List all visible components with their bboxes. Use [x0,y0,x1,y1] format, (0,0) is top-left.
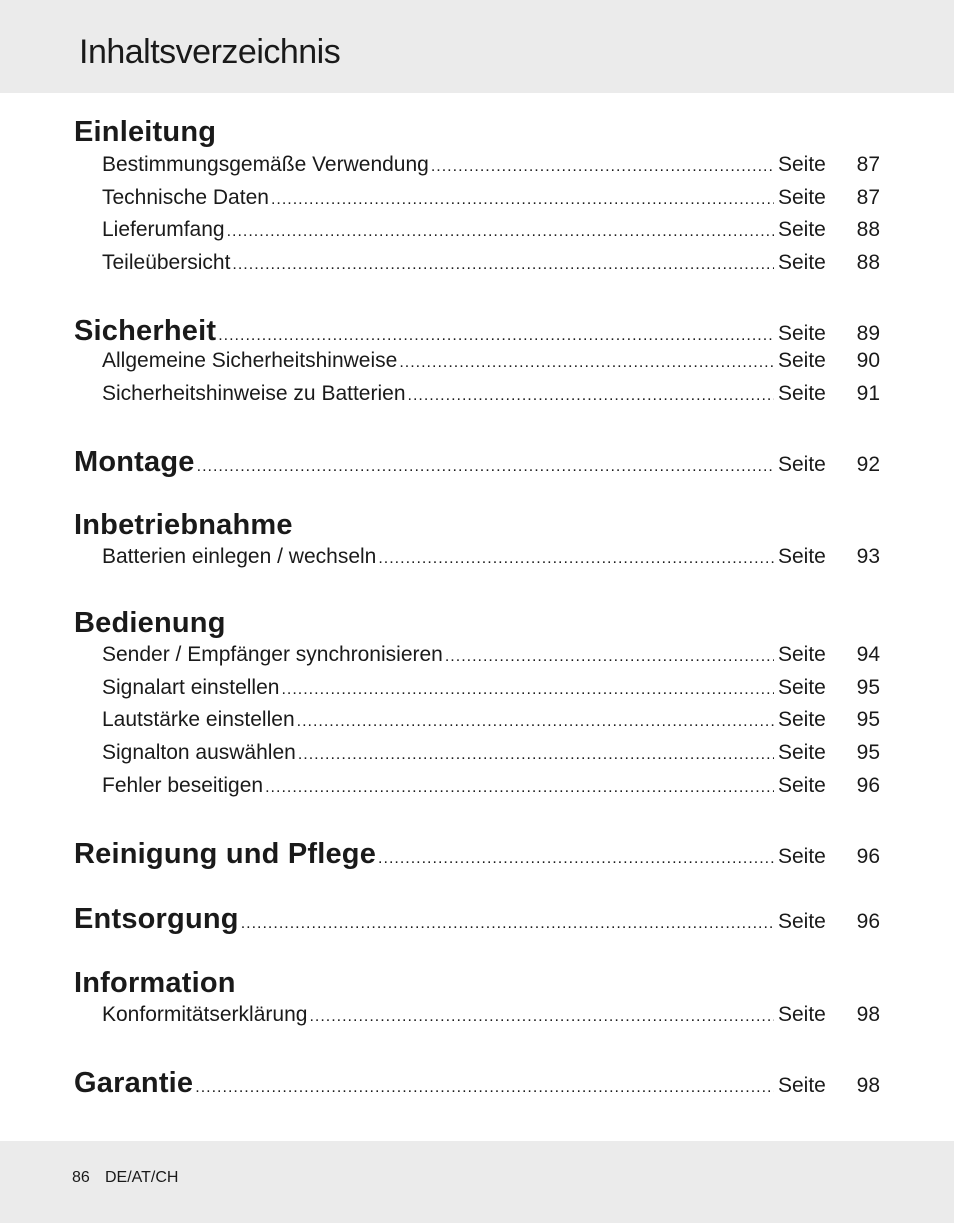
dot-leader [227,223,774,241]
entry-label: Fehler beseitigen [102,774,264,797]
dot-leader [297,713,774,731]
dot-leader [309,1008,774,1026]
seite-label: Seite [778,774,826,797]
seite-label: Seite [778,845,826,868]
toc-entry [102,676,880,710]
toc-section [74,607,880,641]
entry-label: Lieferumfang [102,218,225,241]
dot-leader [378,550,774,568]
entry-label: Sicherheitshinweise zu Batterien [102,382,406,405]
footer-page-number: 86 [72,1169,90,1186]
toc-section [74,967,880,1001]
page-footer [0,1141,954,1223]
page-number: 92 [856,453,880,476]
toc-section [74,315,880,349]
seite-label: Seite [778,153,826,176]
seite-label: Seite [778,186,826,209]
footer-region: DE/AT/CH [105,1169,179,1186]
toc-entry [102,153,880,187]
page-number: 94 [856,643,880,666]
section-heading: Entsorgung [74,903,239,935]
seite-label: Seite [778,741,826,764]
dot-leader [271,191,774,209]
section-heading: Reinigung und Pflege [74,838,377,870]
page-number: 87 [856,186,880,209]
page-header [0,0,954,93]
page-number: 88 [856,251,880,274]
page-title: Inhaltsverzeichnis [79,33,341,71]
toc-section [74,903,880,937]
seite-label: Seite [778,676,826,699]
toc-section [74,446,880,480]
dot-leader [241,915,774,933]
seite-label: Seite [778,322,826,345]
seite-label: Seite [778,382,826,405]
seite-label: Seite [778,349,826,372]
dot-leader [445,648,774,666]
page-number: 96 [856,774,880,797]
toc-entry [102,545,880,579]
toc-entry [102,251,880,285]
seite-label: Seite [778,251,826,274]
dot-leader [195,1079,774,1097]
toc-section [74,509,880,543]
page-number: 96 [856,845,880,868]
page-number: 98 [856,1074,880,1097]
entry-label: Allgemeine Sicherheitshinweise [102,349,398,372]
toc-entry [102,741,880,775]
section-heading: Garantie [74,1067,194,1099]
seite-label: Seite [778,218,826,241]
entry-label: Teileübersicht [102,251,231,274]
entry-label: Sender / Empfänger synchronisieren [102,643,443,666]
toc-entry [102,349,880,383]
seite-label: Seite [778,643,826,666]
page-number: 89 [856,322,880,345]
entry-label: Signalart einstellen [102,676,280,699]
page-number: 87 [856,153,880,176]
seite-label: Seite [778,910,826,933]
dot-leader [298,746,774,764]
toc-section [74,838,880,872]
page-number: 95 [856,676,880,699]
entry-label: Technische Daten [102,186,269,209]
page-number: 95 [856,708,880,731]
dot-leader [378,850,774,868]
dot-leader [281,681,774,699]
section-heading: Montage [74,446,195,478]
section-heading: Sicherheit [74,315,217,347]
toc-entry [102,186,880,220]
seite-label: Seite [778,708,826,731]
seite-label: Seite [778,545,826,568]
seite-label: Seite [778,1074,826,1097]
dot-leader [265,779,774,797]
page-number: 96 [856,910,880,933]
toc-entry [102,382,880,416]
toc-section [74,116,880,150]
page-number: 91 [856,382,880,405]
toc-entry [102,708,880,742]
entry-label: Konformitätserklärung [102,1003,308,1026]
section-heading: Einleitung [74,116,217,148]
entry-label: Signalton auswählen [102,741,296,764]
dot-leader [218,327,774,345]
toc-entry [102,1003,880,1037]
toc-section [74,1067,880,1101]
section-heading: Information [74,967,236,999]
seite-label: Seite [778,453,826,476]
seite-label: Seite [778,1003,826,1026]
dot-leader [399,354,774,372]
entry-label: Batterien einlegen / wechseln [102,545,377,568]
dot-leader [232,256,774,274]
page-number: 88 [856,218,880,241]
section-heading: Inbetriebnahme [74,509,293,541]
page-number: 95 [856,741,880,764]
page-number: 93 [856,545,880,568]
toc-entry [102,643,880,677]
dot-leader [431,158,774,176]
page-number: 90 [856,349,880,372]
toc-entry [102,218,880,252]
page-number: 98 [856,1003,880,1026]
entry-label: Lautstärke einstellen [102,708,295,731]
dot-leader [408,387,775,405]
dot-leader [197,458,774,476]
toc-entry [102,774,880,808]
section-heading: Bedienung [74,607,226,639]
entry-label: Bestimmungsgemäße Verwendung [102,153,429,176]
